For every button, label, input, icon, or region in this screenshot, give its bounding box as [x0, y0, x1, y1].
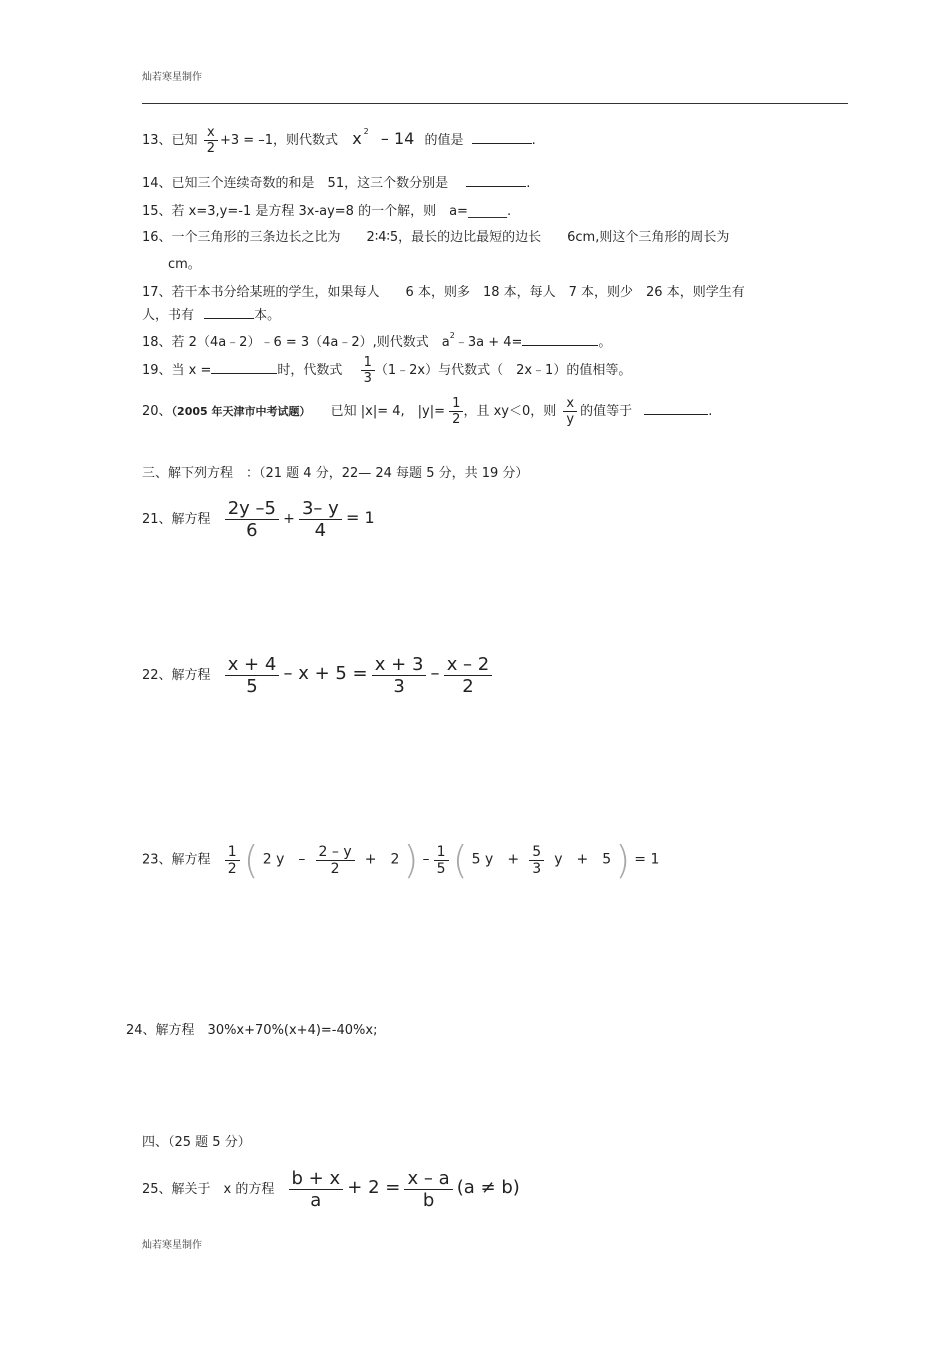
q19-label: 19、当 x =: [142, 363, 212, 378]
question-22: 22、解方程 $\frac{x + 4}{5}$ – x + 5 = $\frac{x + 3}{3}$ – $\frac{x - 2}{2}$: [142, 654, 492, 697]
q22-fraction-2: $\frac{x + 3}{3}$: [372, 654, 427, 697]
question-15: [142, 200, 511, 219]
q19-fraction: $\frac{1}{3}$: [361, 355, 375, 386]
q23-fraction-d: $\frac{5}{3}$: [529, 844, 544, 877]
section-3-heading: 三、解下列方程 ：（21 题 4 分，22— 24 每题 5 分，共 19 分）: [142, 466, 529, 481]
q18-text: 18、若 2（4a﹣2）﹣6 = 3（4a﹣2）,则代数式 a: [142, 335, 450, 350]
q13-fraction: $\frac{x}{2}$: [204, 125, 218, 156]
q14-answer-blank[interactable]: [466, 174, 526, 187]
q15-text: 15、若 x=3,y=-1 是方程 3x-ay=8 的一个解，则 a=______.: [142, 204, 512, 219]
page-footer: 灿若寒星制作: [142, 1240, 202, 1251]
q21-fraction-1: $\frac{2y -5}{6}$: [225, 498, 279, 541]
q20-answer-blank[interactable]: [644, 402, 708, 415]
q16-text: 16、一个三角形的三条边长之比为 2∶4∶5，最长的边比最短的边长 6cm,则这个三角形的周长为: [142, 230, 730, 245]
q25-fraction-1: $\frac{b + x}{a}$: [289, 1168, 344, 1211]
q21-label: 21、解方程: [142, 512, 211, 527]
q23-fraction-b: $\frac{2 - y}{2}$: [316, 844, 355, 877]
q13-expr-rest: – 14: [380, 129, 415, 148]
question-21: 21、解方程 $\frac{2y -5}{6}$ + $\frac{3- y}{4}$ = 1: [142, 498, 375, 541]
page-header: 灿若寒星制作: [142, 72, 202, 83]
q23-fraction-a: $\frac{1}{2}$: [225, 844, 240, 877]
question-19: 19、当 x = 时，代数式 $\frac{1}{3}$ （1﹣2x）与代数式（ 2x﹣1）的值相等。: [142, 355, 632, 386]
question-14: 14、已知三个连续奇数的和是 51，这三个数分别是 .: [142, 176, 531, 191]
q13-equation: +3 = –1，则代数式: [219, 133, 339, 148]
q16-text2: cm。: [168, 257, 201, 272]
q23-fraction-c: $\frac{1}{5}$: [434, 844, 449, 877]
q23-label: 23、解方程: [142, 852, 211, 868]
q22-fraction-3: $\frac{x - 2}{2}$: [444, 654, 493, 697]
q20-source: （2005 年天津市中考试题）: [171, 405, 311, 418]
q25-fraction-2: $\frac{x - a}{b}$: [404, 1168, 452, 1211]
q17-text: 17、若干本书分给某班的学生，如果每人 6 本，则多 18 本，每人 7 本，则少 26 本，则学生有: [142, 285, 745, 300]
q22-fraction-1: $\frac{x + 4}{5}$: [225, 654, 280, 697]
question-20: 20、（2005 年天津市中考试题） 已知 |x|= 4, |y|= $\frac{1}{2}$ ，且 xy＜0，则 $\frac{x}{y}$ 的值等于 .: [142, 396, 713, 427]
question-16-cont: [168, 253, 201, 272]
q13-label: 13、已知: [142, 133, 198, 148]
q22-label: 22、解方程: [142, 668, 211, 683]
q13-answer-blank[interactable]: [472, 131, 532, 144]
question-24: 24、解方程 30%x+70%(x+4)=-40%x;: [126, 1023, 378, 1038]
header-rule: [142, 103, 848, 104]
section-4-heading: 四、（25 题 5 分）: [142, 1135, 251, 1150]
q25-label: 25、解关于 x 的方程: [142, 1182, 275, 1197]
q14-text: 14、已知三个连续奇数的和是 51，这三个数分别是: [142, 176, 449, 191]
q17-answer-blank[interactable]: [204, 306, 254, 319]
q13-expr-base: x: [352, 129, 362, 148]
question-17: [142, 281, 745, 300]
q19-answer-blank[interactable]: [211, 361, 277, 374]
q20-fraction-xy: $\frac{x}{y}$: [563, 396, 577, 427]
q20-fraction-y: $\frac{1}{2}$: [449, 396, 463, 427]
question-17-cont: 人，书有 本。: [142, 308, 281, 323]
q18-answer-blank[interactable]: [522, 333, 598, 346]
question-25: 25、解关于 x 的方程 $\frac{b + x}{a}$ + 2 = $\frac{x - a}{b}$ (a ≠ b): [142, 1168, 520, 1211]
question-23: 23、解方程 $\frac{1}{2}$ ( 2 y – $\frac{2 - y}{2}$ + 2 ) – $\frac{1}{5}$ ( 5 y + $\frac{5}{3}$ y + 5 ) = 1: [142, 838, 660, 882]
question-18: 18、若 2（4a﹣2）﹣6 = 3（4a﹣2）,则代数式 $a^2﹣3a + 4=$ 。: [142, 331, 612, 350]
question-13: 13、已知 $\frac{x}{2}$ +3 = –1，则代数式 x $^2$ – 14 的值是 .: [142, 125, 536, 156]
question-16: [142, 226, 729, 245]
q21-fraction-2: $\frac{3- y}{4}$: [299, 498, 342, 541]
q13-tail: 的值是: [424, 133, 464, 148]
q13-expr-exp: 2: [363, 127, 369, 136]
